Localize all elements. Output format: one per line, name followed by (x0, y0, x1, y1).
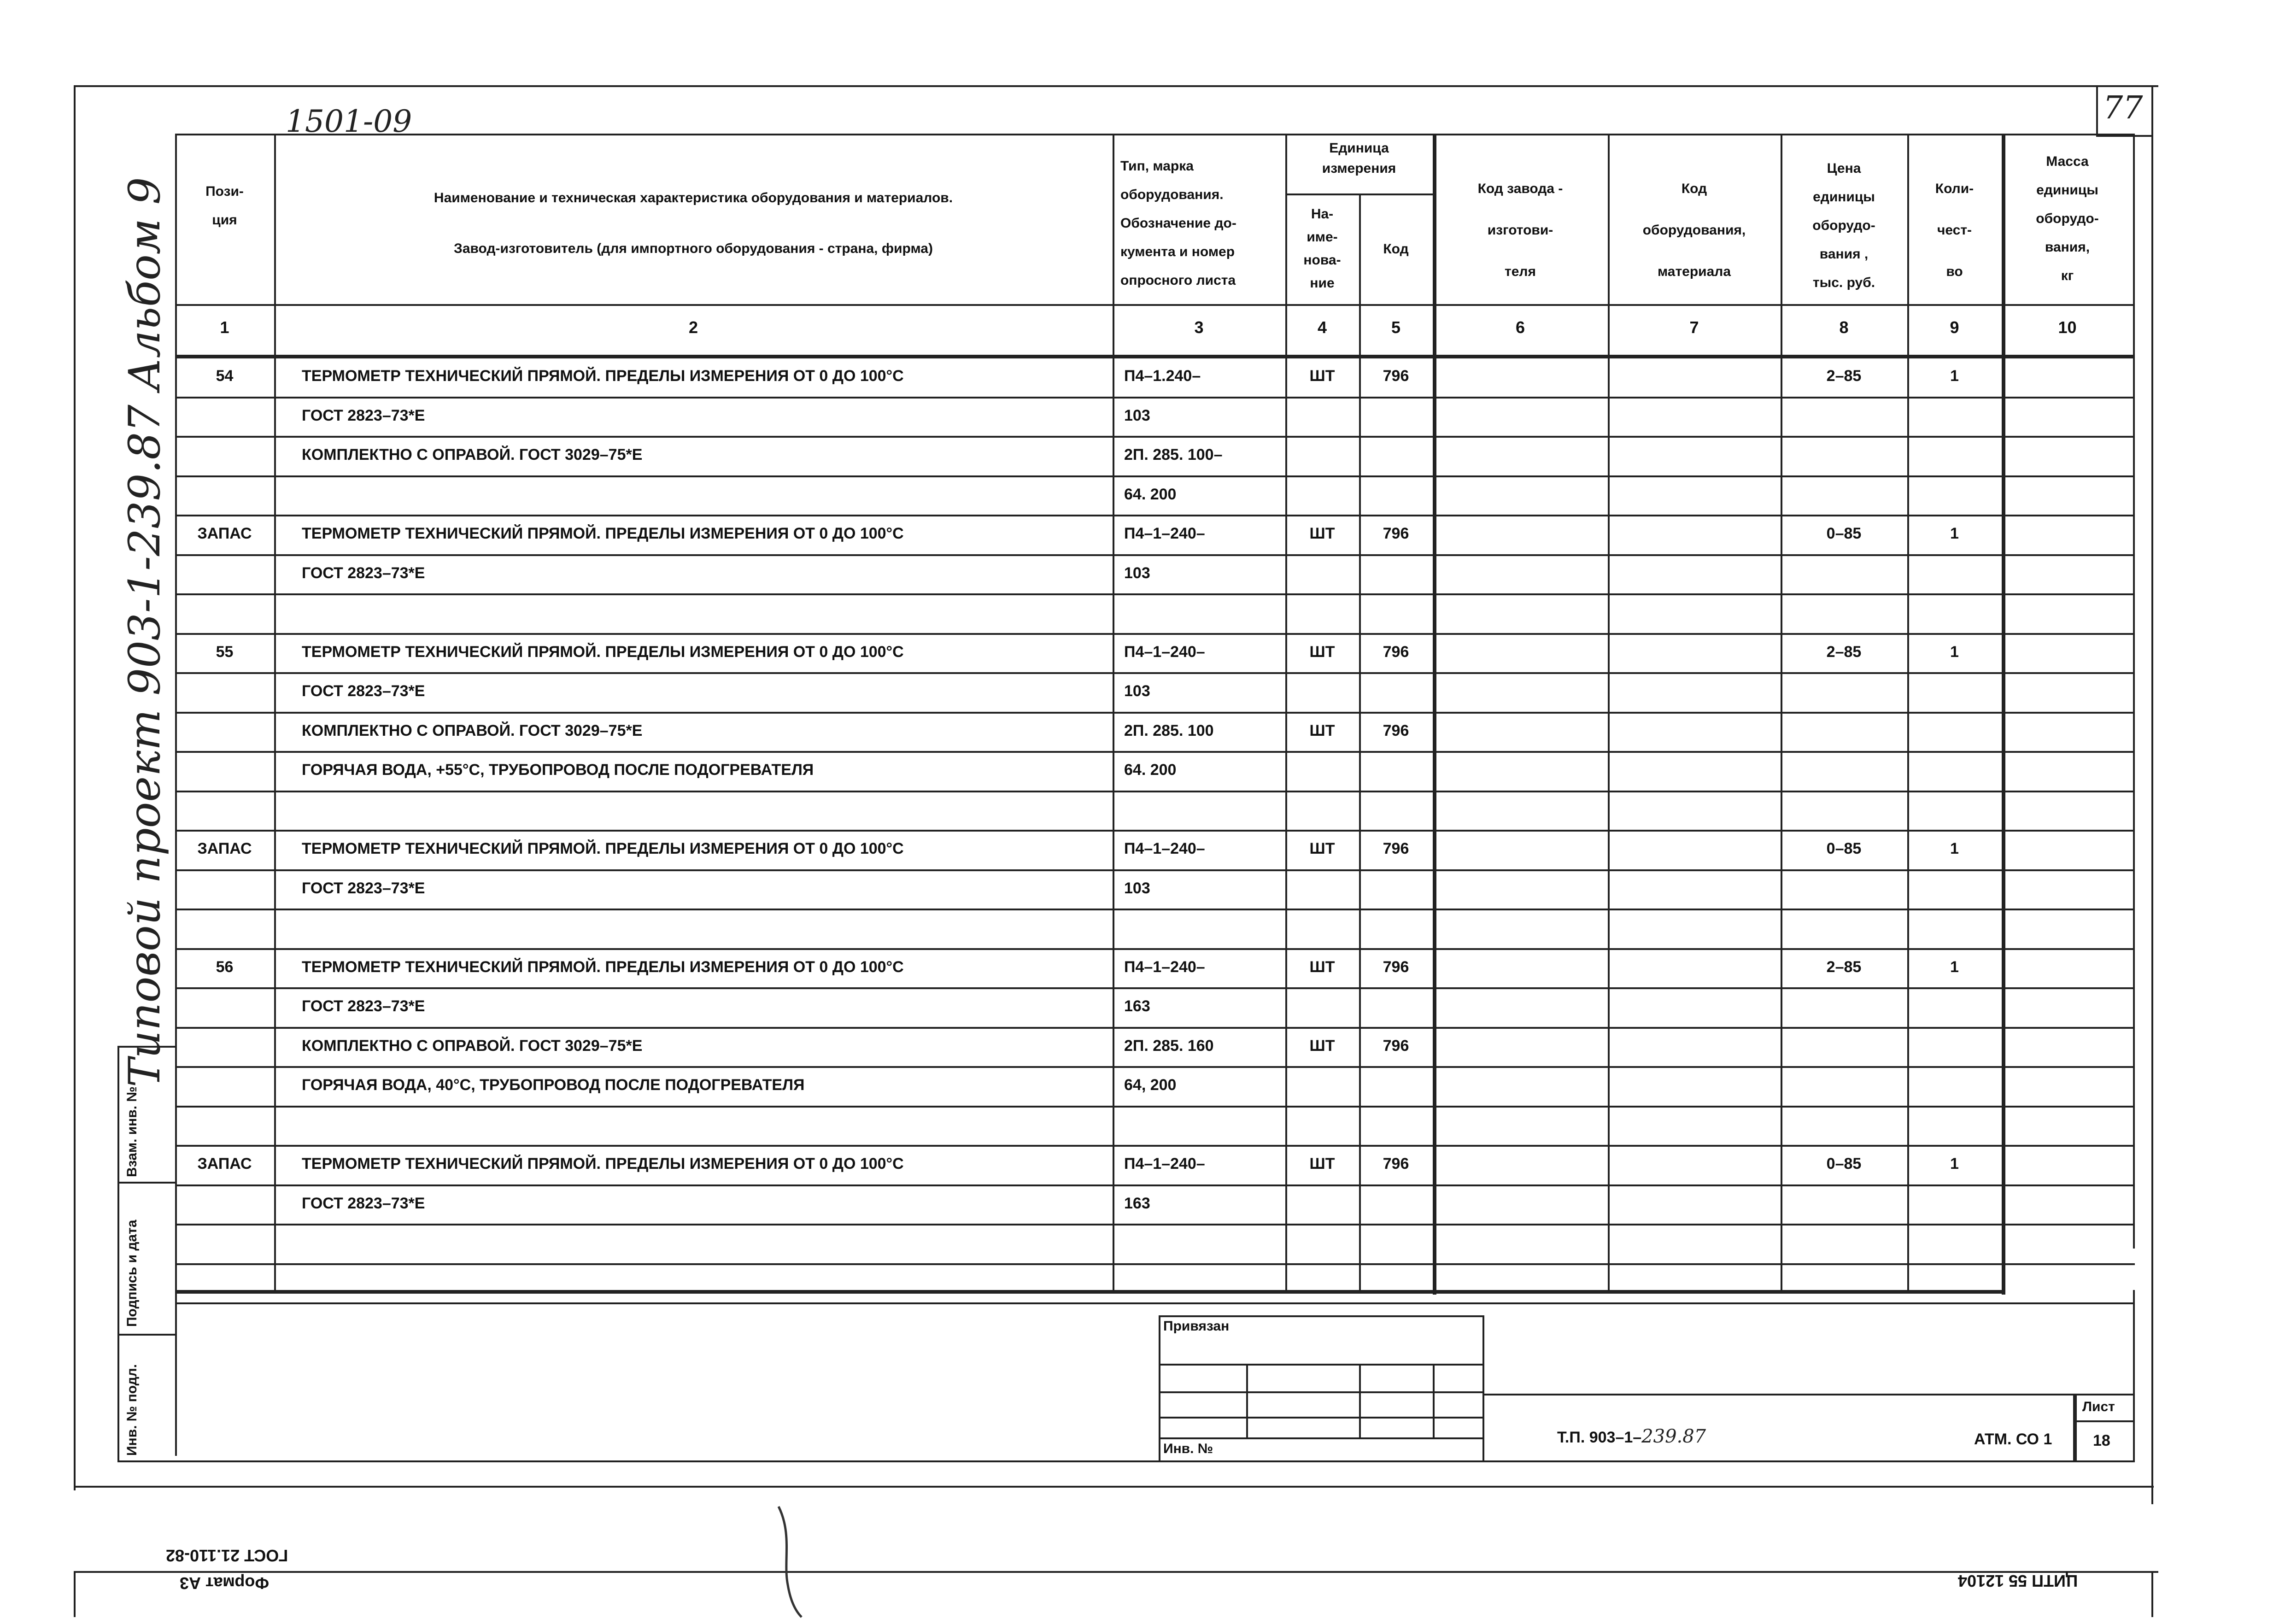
table-cell-pos: 56 (216, 958, 234, 976)
row-line (175, 830, 2135, 832)
column-number: 7 (1689, 318, 1699, 337)
table-cell-pos: 55 (216, 643, 234, 661)
format-note: Формат А3 (180, 1574, 270, 1593)
table-cell-name: ГОРЯЧАЯ ВОДА, 40°С, ТРУБОПРОВОД ПОСЛЕ ПОДОГРЕВАТЕЛЯ (302, 1076, 805, 1094)
row-line (175, 554, 2135, 556)
table-cell-price: 0–85 (1826, 840, 1862, 857)
table-cell-type: 163 (1124, 1195, 1150, 1212)
row-line (175, 397, 2135, 399)
header-unit-name: На- име- нова- ние (1303, 206, 1341, 291)
row-line (175, 1224, 2135, 1225)
table-cell-unit: ШТ (1309, 525, 1335, 542)
row-line (175, 791, 2135, 792)
table-cell-type: 103 (1124, 407, 1150, 424)
table-cell-price: 2–85 (1826, 367, 1862, 385)
table-cell-type: 163 (1124, 997, 1150, 1015)
column-number: 3 (1194, 318, 1204, 337)
table-cell-type: 103 (1124, 879, 1150, 897)
table-cell-name: КОМПЛЕКТНО С ОПРАВОЙ. ГОСТ 3029–75*Е (302, 722, 643, 739)
sheet-corner-number: 77 (2103, 90, 2143, 126)
table-cell-price: 0–85 (1826, 1155, 1862, 1173)
gost-format-note: ГОСТ 21.110-82 (166, 1546, 288, 1565)
frame-right (2151, 85, 2153, 1504)
cipt-note: ЦИТП 55 12104 (1958, 1571, 2078, 1590)
header-unit-group: Единица измерения (1322, 141, 1396, 176)
header-price: Цена единицы оборудо- вания , тыс. руб. (1812, 161, 1875, 290)
row-line (175, 751, 2135, 753)
header-mass: Масса единицы оборудо- вания, кг (2036, 154, 2099, 283)
row-line (175, 1302, 2135, 1304)
table-cell-unit: ШТ (1309, 840, 1335, 857)
handwritten-code: 1501-09 (286, 104, 412, 139)
header-quantity: Коли- чест- во (1935, 181, 1974, 279)
table-cell-qty: 1 (1950, 525, 1959, 542)
table-cell-code: 796 (1383, 1037, 1409, 1055)
pen-stroke (774, 1502, 811, 1622)
table-cell-type: 2П. 285. 160 (1124, 1037, 1214, 1055)
table-cell-name: ГОСТ 2823–73*Е (302, 407, 425, 424)
row-line (175, 948, 2135, 950)
margin-field-replaced-inv: Взам. инв. № (124, 1086, 140, 1177)
row-line (175, 633, 2135, 635)
table-cell-type: П4–1–240– (1124, 643, 1205, 661)
header-equipment-code: Код оборудования, материала (1642, 181, 1746, 279)
row-line (175, 869, 2135, 871)
table-cell-name: ТЕРМОМЕТР ТЕХНИЧЕСКИЙ ПРЯМОЙ. ПРЕДЕЛЫ ИЗМЕРЕНИЯ ОТ 0 ДО 100°С (302, 643, 904, 661)
row-line (175, 1263, 2135, 1265)
table-cell-pos: 54 (216, 367, 234, 385)
table-cell-type: П4–1–240– (1124, 525, 1205, 542)
table-cell-name: ТЕРМОМЕТР ТЕХНИЧЕСКИЙ ПРЯМОЙ. ПРЕДЕЛЫ ИЗМЕРЕНИЯ ОТ 0 ДО 100°С (302, 1155, 904, 1173)
doc-code: Т.П. 903–1–239.87 (1557, 1426, 1706, 1447)
table-cell-code: 796 (1383, 525, 1409, 542)
header-factory-code: Код завода - изготови- теля (1477, 181, 1563, 279)
column-number: 2 (688, 318, 698, 337)
row-line (175, 1184, 2135, 1186)
table-cell-type: 64. 200 (1124, 486, 1177, 503)
bound-label: Привязан (1163, 1319, 1230, 1334)
table-cell-type: 103 (1124, 682, 1150, 700)
table-cell-code: 796 (1383, 722, 1409, 739)
table-cell-name: ТЕРМОМЕТР ТЕХНИЧЕСКИЙ ПРЯМОЙ. ПРЕДЕЛЫ ИЗМЕРЕНИЯ ОТ 0 ДО 100°С (302, 958, 904, 976)
table-cell-name: ГОРЯЧАЯ ВОДА, +55°С, ТРУБОПРОВОД ПОСЛЕ ПОДОГРЕВАТЕЛЯ (302, 761, 814, 779)
header-name: Наименование и техническая характеристика оборудования и материалов. Завод-изготовитель (для импортного оборудования - страна, фирма) (434, 190, 953, 256)
table-cell-unit: ШТ (1309, 643, 1335, 661)
table-cell-name: ГОСТ 2823–73*Е (302, 1195, 425, 1212)
table-cell-type: 64, 200 (1124, 1076, 1177, 1094)
table-cell-name: ТЕРМОМЕТР ТЕХНИЧЕСКИЙ ПРЯМОЙ. ПРЕДЕЛЫ ИЗМЕРЕНИЯ ОТ 0 ДО 100°С (302, 840, 904, 857)
table-cell-price: 2–85 (1826, 643, 1862, 661)
table-cell-qty: 1 (1950, 840, 1959, 857)
inv-label: Инв. № (1163, 1441, 1213, 1456)
sheet-number: 18 (2093, 1432, 2110, 1449)
column-number: 8 (1839, 318, 1849, 337)
table-cell-unit: ШТ (1309, 367, 1335, 385)
row-line (175, 1066, 2135, 1068)
row-line (175, 987, 2135, 989)
frame-bottom (74, 1486, 2154, 1488)
table-cell-code: 796 (1383, 367, 1409, 385)
row-line (175, 436, 2135, 438)
table-cell-pos: ЗАПАС (197, 840, 252, 857)
row-line (175, 475, 2135, 477)
table-cell-type: П4–1–240– (1124, 958, 1205, 976)
row-line (175, 1145, 2135, 1147)
row-line (175, 712, 2135, 714)
column-number: 4 (1317, 318, 1327, 337)
table-cell-unit: ШТ (1309, 958, 1335, 976)
table-cell-code: 796 (1383, 958, 1409, 976)
row-line (175, 515, 2135, 516)
table-cell-name: ГОСТ 2823–73*Е (302, 564, 425, 582)
table-cell-type: 103 (1124, 564, 1150, 582)
sheet-label: Лист (2082, 1399, 2115, 1414)
table-cell-name: ГОСТ 2823–73*Е (302, 879, 425, 897)
column-number: 1 (220, 318, 229, 337)
table-cell-qty: 1 (1950, 1155, 1959, 1173)
table-cell-pos: ЗАПАС (197, 1155, 252, 1173)
table-cell-price: 2–85 (1826, 958, 1862, 976)
table-cell-type: 2П. 285. 100– (1124, 446, 1223, 463)
table-cell-type: 2П. 285. 100 (1124, 722, 1214, 739)
table-cell-name: ТЕРМОМЕТР ТЕХНИЧЕСКИЙ ПРЯМОЙ. ПРЕДЕЛЫ ИЗМЕРЕНИЯ ОТ 0 ДО 100°С (302, 525, 904, 542)
table-cell-unit: ШТ (1309, 1155, 1335, 1173)
column-number: 9 (1950, 318, 1959, 337)
table-cell-type: 64. 200 (1124, 761, 1177, 779)
table-cell-name: ГОСТ 2823–73*Е (302, 682, 425, 700)
column-number: 10 (2058, 318, 2077, 337)
frame-top (74, 85, 2158, 87)
side-title: Типовой проект 903-1-239.87 Альбом 9 (120, 177, 170, 1087)
table-cell-name: ТЕРМОМЕТР ТЕХНИЧЕСКИЙ ПРЯМОЙ. ПРЕДЕЛЫ ИЗМЕРЕНИЯ ОТ 0 ДО 100°С (302, 367, 904, 385)
table-cell-unit: ШТ (1309, 722, 1335, 739)
table-cell-qty: 1 (1950, 958, 1959, 976)
table-cell-unit: ШТ (1309, 1037, 1335, 1055)
table-cell-price: 0–85 (1826, 525, 1862, 542)
table-cell-code: 796 (1383, 643, 1409, 661)
table-cell-code: 796 (1383, 840, 1409, 857)
header-position: Пози- ция (205, 184, 244, 228)
column-number: 6 (1515, 318, 1525, 337)
row-line (175, 593, 2135, 595)
table-cell-pos: ЗАПАС (197, 525, 252, 542)
margin-field-signature-date: Подпись и дата (124, 1219, 140, 1327)
row-line (175, 1106, 2135, 1108)
column-number: 5 (1391, 318, 1401, 337)
row-line (175, 672, 2135, 674)
row-line (175, 1027, 2135, 1029)
table-cell-qty: 1 (1950, 367, 1959, 385)
table-cell-type: П4–1.240– (1124, 367, 1201, 385)
header-unit-code: Код (1383, 241, 1409, 257)
table-cell-type: П4–1–240– (1124, 1155, 1205, 1173)
table-cell-type: П4–1–240– (1124, 840, 1205, 857)
frame-left (74, 85, 76, 1490)
table-cell-qty: 1 (1950, 643, 1959, 661)
table-cell-code: 796 (1383, 1155, 1409, 1173)
table-cell-name: КОМПЛЕКТНО С ОПРАВОЙ. ГОСТ 3029–75*Е (302, 1037, 643, 1055)
row-line (175, 909, 2135, 910)
table-cell-name: КОМПЛЕКТНО С ОПРАВОЙ. ГОСТ 3029–75*Е (302, 446, 643, 463)
table-cell-name: ГОСТ 2823–73*Е (302, 997, 425, 1015)
margin-field-original-inv: Инв. № подл. (124, 1364, 140, 1456)
header-type: Тип, марка оборудования. Обозначение до- кумента и номер опросного листа (1120, 158, 1236, 288)
mark-code: АТМ. СО 1 (1974, 1431, 2052, 1448)
corner-box-left (2096, 85, 2098, 136)
